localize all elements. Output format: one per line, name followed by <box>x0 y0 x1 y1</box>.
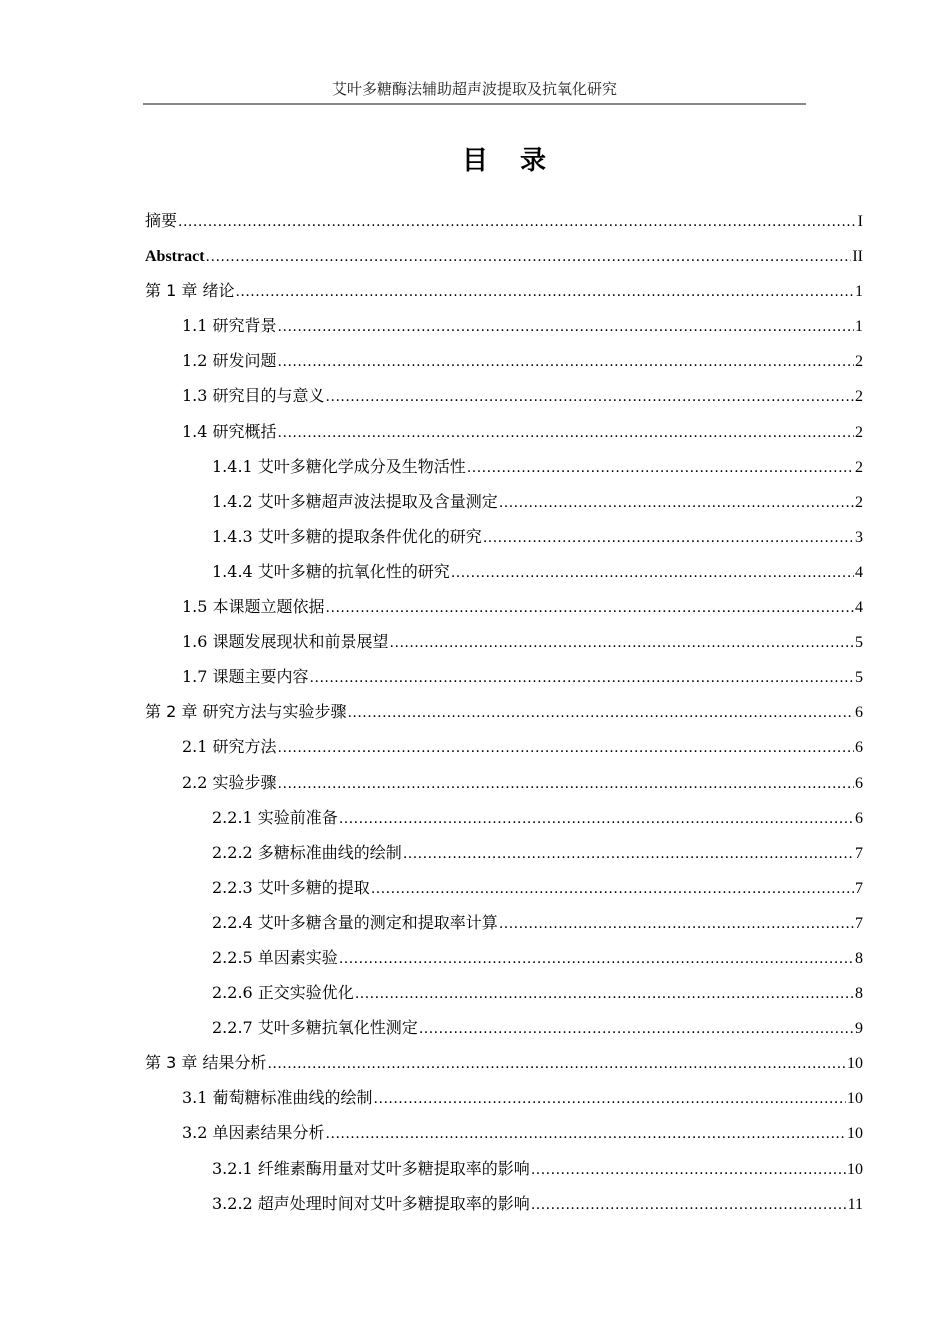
dot-leader <box>483 525 854 550</box>
toc-entry[interactable] <box>145 490 863 525</box>
toc-entry[interactable] <box>145 455 863 490</box>
toc-entry[interactable] <box>145 525 863 560</box>
toc-entry-page: 1 <box>855 318 863 336</box>
toc-entry-label: 1.3 研究目的与意义 <box>182 386 325 406</box>
toc-entry-page: 2 <box>855 493 863 511</box>
toc-entry[interactable] <box>145 1192 863 1227</box>
header-divider <box>143 103 806 105</box>
toc-entry-label: 1.6 课题发展现状和前景展望 <box>182 632 389 652</box>
toc-entry[interactable] <box>145 771 863 806</box>
toc-entry-page: 1 <box>855 283 863 301</box>
toc-entry-label: 1.4.4 艾叶多糖的抗氧化性的研究 <box>212 561 450 581</box>
dot-leader <box>206 244 852 269</box>
toc-entry[interactable] <box>145 876 863 911</box>
toc-entry[interactable] <box>145 279 863 314</box>
toc-entry[interactable] <box>145 244 863 279</box>
toc-entry-label: 1.4 研究概括 <box>182 421 277 441</box>
toc-entry-page: 6 <box>855 809 863 827</box>
toc-entry-page: 6 <box>855 774 863 792</box>
toc-entry-page: 7 <box>855 914 863 932</box>
toc-entry-page: 5 <box>855 669 863 687</box>
dot-leader <box>267 1051 846 1076</box>
toc-entry[interactable] <box>145 420 863 455</box>
toc-entry-label: 3.2.1 纤维素酶用量对艾叶多糖提取率的影响 <box>212 1158 530 1178</box>
table-of-contents <box>145 209 863 1227</box>
toc-entry-page: 9 <box>855 1020 863 1038</box>
toc-entry[interactable] <box>145 314 863 349</box>
dot-leader <box>419 1016 854 1041</box>
toc-entry-label: Abstract <box>145 248 205 266</box>
toc-entry-label: 2.2.7 艾叶多糖抗氧化性测定 <box>212 1018 418 1038</box>
toc-entry[interactable] <box>145 1086 863 1121</box>
dot-leader <box>339 806 854 831</box>
toc-entry-label: 1.4.3 艾叶多糖的提取条件优化的研究 <box>212 526 482 546</box>
toc-entry-page: 2 <box>855 458 863 476</box>
toc-entry[interactable] <box>145 981 863 1016</box>
toc-entry-label: 1.7 课题主要内容 <box>182 667 309 687</box>
toc-entry-label: 2.1 研究方法 <box>182 737 277 757</box>
dot-leader <box>403 841 854 866</box>
toc-entry[interactable] <box>145 384 863 419</box>
toc-entry-page: 8 <box>855 949 863 967</box>
toc-entry-label: 1.1 研究背景 <box>182 316 277 336</box>
toc-entry-label: 2.2.3 艾叶多糖的提取 <box>212 877 370 897</box>
page-title <box>0 140 950 177</box>
toc-entry-label: 2.2.4 艾叶多糖含量的测定和提取率计算 <box>212 912 498 932</box>
dot-leader <box>371 876 854 901</box>
dot-leader <box>326 384 854 409</box>
toc-entry-page: 3 <box>855 528 863 546</box>
toc-entry[interactable] <box>145 806 863 841</box>
dot-leader <box>278 349 854 374</box>
toc-entry-label: 2.2.2 多糖标准曲线的绘制 <box>212 842 402 862</box>
toc-entry-label: 1.5 本课题立题依据 <box>182 597 325 617</box>
toc-entry-label: 第 1 章 绪论 <box>145 281 235 301</box>
toc-entry[interactable] <box>145 209 863 244</box>
running-header: 艾叶多糖酶法辅助超声波提取及抗氧化研究 <box>331 80 617 98</box>
dot-leader <box>374 1086 846 1111</box>
toc-entry[interactable] <box>145 349 863 384</box>
dot-leader <box>499 911 854 936</box>
toc-entry-page: 5 <box>855 634 863 652</box>
toc-entry-page: 4 <box>855 563 863 581</box>
toc-entry-label: 3.2 单因素结果分析 <box>182 1123 325 1143</box>
toc-entry-page: 11 <box>847 1195 863 1213</box>
toc-entry-page: 2 <box>855 388 863 406</box>
toc-entry-page: 2 <box>855 423 863 441</box>
toc-entry[interactable] <box>145 841 863 876</box>
toc-entry[interactable] <box>145 1016 863 1051</box>
dot-leader <box>339 946 854 971</box>
toc-entry[interactable] <box>145 700 863 735</box>
toc-entry-label: 2.2.1 实验前准备 <box>212 807 338 827</box>
toc-entry-page: 6 <box>855 739 863 757</box>
dot-leader <box>278 420 854 445</box>
dot-leader <box>178 209 857 234</box>
toc-entry[interactable] <box>145 560 863 595</box>
dot-leader <box>278 314 854 339</box>
dot-leader <box>235 279 854 304</box>
toc-entry-page: I <box>857 213 863 230</box>
toc-entry[interactable] <box>145 911 863 946</box>
toc-entry-page: II <box>852 248 863 266</box>
toc-entry[interactable] <box>145 946 863 981</box>
toc-entry[interactable] <box>145 630 863 665</box>
toc-entry[interactable] <box>145 735 863 770</box>
toc-entry-page: 10 <box>847 1125 863 1143</box>
toc-entry-page: 6 <box>855 704 863 722</box>
dot-leader <box>310 665 854 690</box>
toc-entry[interactable] <box>145 1121 863 1156</box>
dot-leader <box>278 735 854 760</box>
toc-entry-page: 8 <box>855 985 863 1003</box>
toc-entry-page: 10 <box>847 1160 863 1178</box>
toc-entry-label: 2.2.5 单因素实验 <box>212 947 338 967</box>
toc-entry[interactable] <box>145 665 863 700</box>
dot-leader <box>467 455 854 480</box>
title-char-1: 目 <box>461 146 490 176</box>
toc-entry-page: 2 <box>855 353 863 371</box>
dot-leader <box>355 981 854 1006</box>
dot-leader <box>278 771 854 796</box>
dot-leader <box>531 1192 847 1217</box>
toc-entry-label: 1.2 研发问题 <box>182 351 277 371</box>
toc-entry-page: 4 <box>855 599 863 617</box>
title-char-2: 录 <box>520 146 549 176</box>
toc-entry-label: 第 2 章 研究方法与实验步骤 <box>145 702 347 722</box>
toc-entry[interactable] <box>145 1157 863 1192</box>
toc-entry-page: 10 <box>847 1090 863 1108</box>
toc-entry-page: 7 <box>855 879 863 897</box>
toc-entry-label: 1.4.2 艾叶多糖超声波法提取及含量测定 <box>212 491 498 511</box>
dot-leader <box>531 1157 846 1182</box>
toc-entry-label: 摘要 <box>145 211 178 230</box>
toc-entry[interactable] <box>145 1051 863 1086</box>
dot-leader <box>326 595 854 620</box>
toc-entry-label: 2.2 实验步骤 <box>182 772 277 792</box>
dot-leader <box>326 1121 846 1146</box>
toc-entry[interactable] <box>145 595 863 630</box>
toc-entry-label: 3.2.2 超声处理时间对艾叶多糖提取率的影响 <box>212 1193 530 1213</box>
toc-entry-page: 7 <box>855 844 863 862</box>
toc-entry-label: 1.4.1 艾叶多糖化学成分及生物活性 <box>212 456 466 476</box>
toc-entry-page: 10 <box>847 1055 863 1073</box>
toc-entry-label: 2.2.6 正交实验优化 <box>212 983 354 1003</box>
toc-entry-label: 第 3 章 结果分析 <box>145 1053 267 1073</box>
dot-leader <box>499 490 854 515</box>
toc-entry-label: 3.1 葡萄糖标准曲线的绘制 <box>182 1088 373 1108</box>
dot-leader <box>451 560 854 585</box>
dot-leader <box>347 700 854 725</box>
dot-leader <box>390 630 854 655</box>
